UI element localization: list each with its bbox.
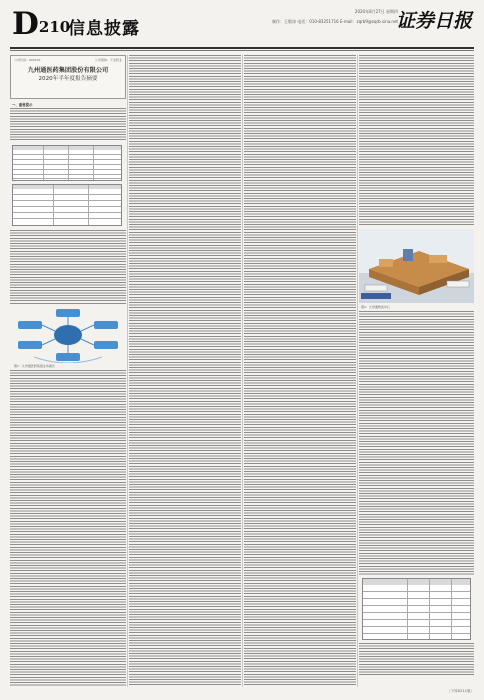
column-4 xyxy=(359,55,474,687)
column-2 xyxy=(129,55,241,687)
report-title: 2020年半年度报告摘要 xyxy=(38,76,98,82)
page-digits: 210 xyxy=(38,18,71,36)
data-table xyxy=(12,184,122,226)
stock-code: 公司代码：600479 xyxy=(14,58,41,62)
data-table xyxy=(12,145,122,181)
business-model-diagram xyxy=(14,307,122,363)
company-name: 九州通医药集团股份有限公司 xyxy=(27,67,109,74)
masthead xyxy=(10,6,474,46)
page-number xyxy=(12,8,70,40)
continued-mark: （下转D211版） xyxy=(447,689,474,693)
text-block xyxy=(129,55,241,687)
data-table xyxy=(362,578,471,640)
page-letter: D xyxy=(12,6,39,42)
text-block xyxy=(359,55,474,225)
figure-caption: 图1：九州通医药集团业务模式 xyxy=(14,364,55,368)
column-1 xyxy=(10,55,126,687)
text-block xyxy=(359,311,474,575)
section-heading: 一、重要提示 xyxy=(12,103,33,107)
header-rule xyxy=(10,47,474,49)
section-title: 信息披露 xyxy=(68,19,140,39)
photo-caption: 图2：九州通物流中心 xyxy=(361,305,390,309)
article-body xyxy=(10,55,474,687)
text-block xyxy=(244,55,356,687)
column-3 xyxy=(244,55,356,687)
newspaper-logo: 证券日报 xyxy=(395,10,472,32)
text-block xyxy=(10,370,126,687)
warehouse-photo xyxy=(359,229,474,303)
text-block xyxy=(359,643,474,677)
stock-codes xyxy=(14,58,122,62)
stock-name: 公司简称：千金药业 xyxy=(94,58,122,62)
text-block xyxy=(10,230,126,304)
text-block xyxy=(10,108,126,142)
editor-info: 制作：王敬涛 电话：010-83251716 E-mail：zqrb9@zqrb.sina.net xyxy=(272,19,398,24)
issue-date: 2020年8月27日 星期四 xyxy=(354,9,398,14)
report-title-box xyxy=(10,55,126,99)
header-rule-thin xyxy=(10,50,474,51)
